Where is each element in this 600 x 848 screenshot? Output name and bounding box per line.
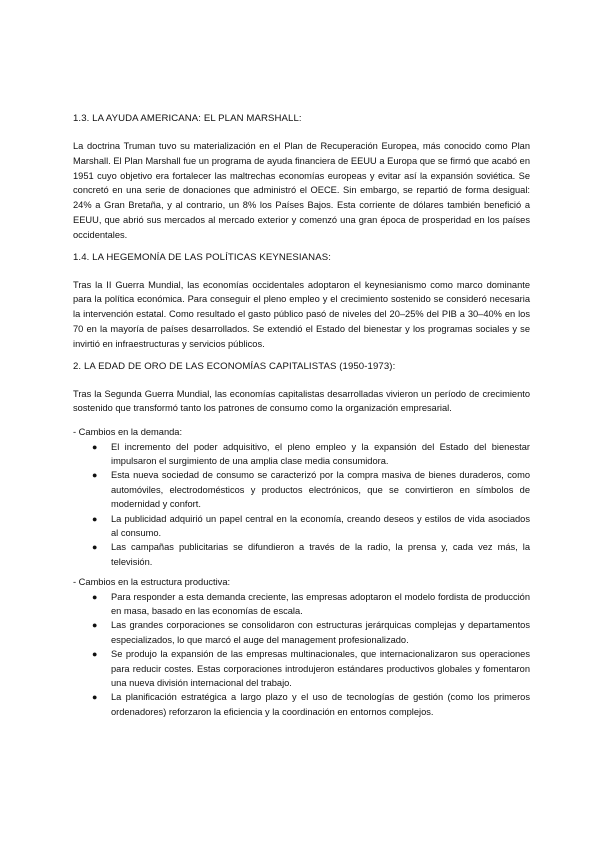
demand-changes-label: - Cambios en la demanda: [73,427,183,438]
bullet-icon: ● [92,649,98,660]
list-item-text: Las grandes corporaciones se consolidaron con estructuras jerárquicas complejas y departamentos especializados, lo que marcó el auge del management profesionalizado. [111,620,530,645]
section-heading: 1.4. LA HEGEMONÍA DE LAS POLÍTICAS KEYNESIANAS: [73,251,331,263]
list-item [73,647,530,690]
list-item-text: Se produjo la expansión de las empresas multinacionales, que internacionalizaron sus operaciones para reducir costes. Estas corporaciones introdujeron estándares productivos globales y fomentaron una nueva división internacional del trabajo. [111,649,530,689]
bullet-icon: ● [92,441,98,452]
production-changes-list [73,590,530,720]
list-item-text: Esta nueva sociedad de consumo se caracterizó por la compra masiva de bienes duraderos, como automóviles, electrodomésticos y productos electrónicos, que se convirtieron en símbolos de modernidad y confort. [111,470,530,510]
list-item-text: Las campañas publicitarias se difundieron a través de la radio, la prensa y, cada vez más, la televisión. [111,542,530,567]
list-item [73,468,530,511]
document-body [73,113,530,725]
section-heading: 1.3. LA AYUDA AMERICANA: EL PLAN MARSHALL: [73,113,302,124]
section-golden-age [73,361,530,720]
bullet-icon: ● [92,513,98,524]
bullet-icon: ● [92,620,98,631]
production-changes-label: - Cambios en la estructura productiva: [73,577,231,588]
list-item [73,512,530,541]
section-paragraph: Tras la Segunda Guerra Mundial, las economías capitalistas desarrolladas vivieron un período de crecimiento sostenido que transformó tanto los patrones de consumo como la organización empresarial. [73,388,530,414]
bullet-icon: ● [92,591,98,602]
list-item [73,590,530,619]
section-keynesian-policies [73,252,530,352]
section-paragraph: La doctrina Truman tuvo su materialización en el Plan de Recuperación Europea, más conocido como Plan Marshall. El Plan Marshall fue un programa de ayuda financiera de EEUU a Europa que se firmó que acabó en 1951 cuyo objetivo era fortalecer las maltrechas economías europeas y evitar así la expansión soviética. Se concretó en una serie de donaciones que administró el OECE. Sin embargo, se repartió de forma desigual: 24% a Gran Bretaña, y al contrario, un 8% los Países Bajos. Esta corriente de dólares también benefició a EEUU, que abrió sus mercados al mercado exterior y comenzó una gran época de prosperidad en los países occidentales. [73,141,530,240]
list-item-text: La planificación estratégica a largo plazo y el uso de tecnologías de gestión (como los primeros ordenadores) reforzaron la eficiencia y la coordinación en entornos complejos. [111,692,530,717]
list-item-text: Para responder a esta demanda creciente, las empresas adoptaron el modelo fordista de producción en masa, basado en las economías de escala. [111,591,530,617]
section-paragraph: Tras la II Guerra Mundial, las economías occidentales adoptaron el keynesianismo como marco dominante para la política económica. Para conseguir el pleno empleo y el crecimiento sostenido se consideró necesaria la intervención estatal. Como resultado el gasto público pasó de niveles del 20–25% del PIB a 30–40% en los 70 en la mayoría de países desarrollados. Se extendió el Estado del bienestar y los programas sociales y se invirtió en infraestructuras y servicios públicos. [73,279,530,349]
section-plan-marshall [73,113,530,243]
list-item-text: El incremento del poder adquisitivo, el pleno empleo y la expansión del Estado del bienestar impulsaron el surgimiento de una amplia clase media consumidora. [111,441,530,466]
bullet-icon: ● [92,542,98,553]
bullet-icon: ● [92,470,98,481]
bullet-icon: ● [92,692,98,703]
list-item [73,440,530,469]
section-heading: 2. LA EDAD DE ORO DE LAS ECONOMÍAS CAPITALISTAS (1950-1973): [73,360,396,372]
list-item [73,540,530,569]
demand-changes-list [73,440,530,570]
list-item [73,618,530,647]
list-item-text: La publicidad adquirió un papel central en la economía, creando deseos y estilos de vida asociados al consumo. [111,513,530,538]
list-item [73,690,530,719]
